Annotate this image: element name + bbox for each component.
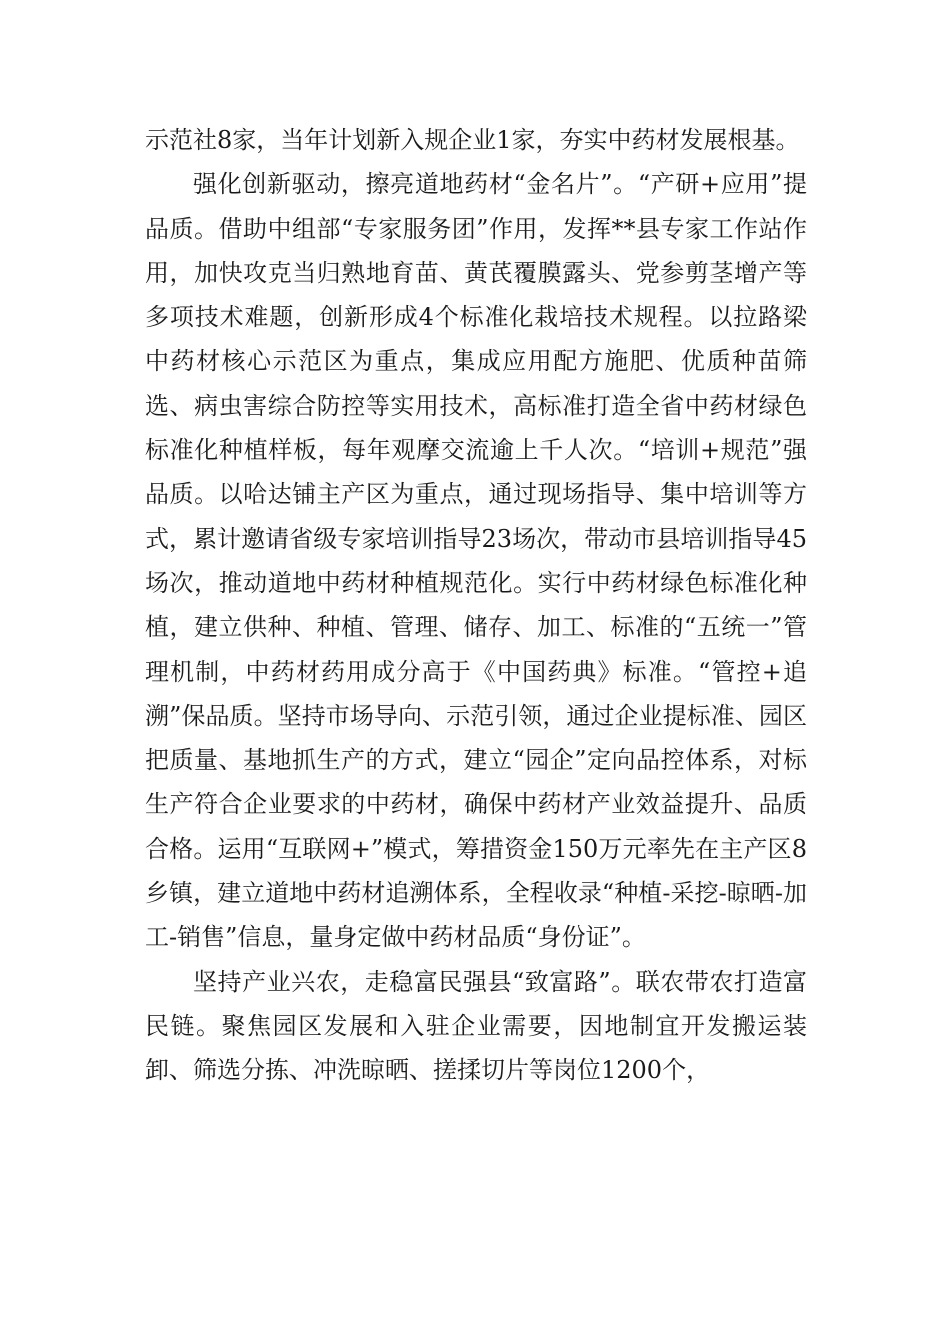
paragraph-innovation: 强化创新驱动，擦亮道地药材“金名片”。“产研+应用”提品质。借助中组部“专家服务团”作用，发挥**县专家工作站作用，加快攻克当归熟地育苗、黄芪覆膜露头、党参剪茎增产等多项技术难题，创新形成4个标准化栽培技术规程。以拉路梁中药材核心示范区为重点，集成应用配方施肥、优质种苗筛选、病虫害综合防控等实用技术，高标准打造全省中药材绿色标准化种植样板，每年观摩交流逾上千人次。“培训+规范”强品质。以哈达铺主产区为重点，通过现场指导、集中培训等方式，累计邀请省级专家培训指导23场次，带动市县培训指导45场次，推动道地中药材种植规范化。实行中药材绿色标准化种植，建立供种、种植、管理、储存、加工、标准的“五统一”管理机制，中药材药用成分高于《中国药典》标准。“管控+追溯”保品质。坚持市场导向、示范引领，通过企业提标准、园区把质量、基地抓生产的方式，建立“园企”定向品控体系，对标生产符合企业要求的中药材，确保中药材产业效益提升、品质合格。运用“互联网+”模式，筹措资金150万元率先在主产区8乡镇，建立道地中药材追溯体系，全程收录“种植-采挖-晾晒-加工-销售”信息，量身定做中药材品质“身份证”。	[145, 170, 807, 952]
document-body	[145, 118, 807, 1093]
paragraph-continuation: 示范社8家，当年计划新入规企业1家，夯实中药材发展根基。	[145, 126, 800, 154]
paragraph-industry: 坚持产业兴农，走稳富民强县“致富路”。联农带农打造富民链。聚焦园区发展和入驻企业需要，因地制宜开发搬运装卸、筛选分拣、冲洗晾晒、搓揉切片等岗位1200个，	[145, 967, 807, 1085]
